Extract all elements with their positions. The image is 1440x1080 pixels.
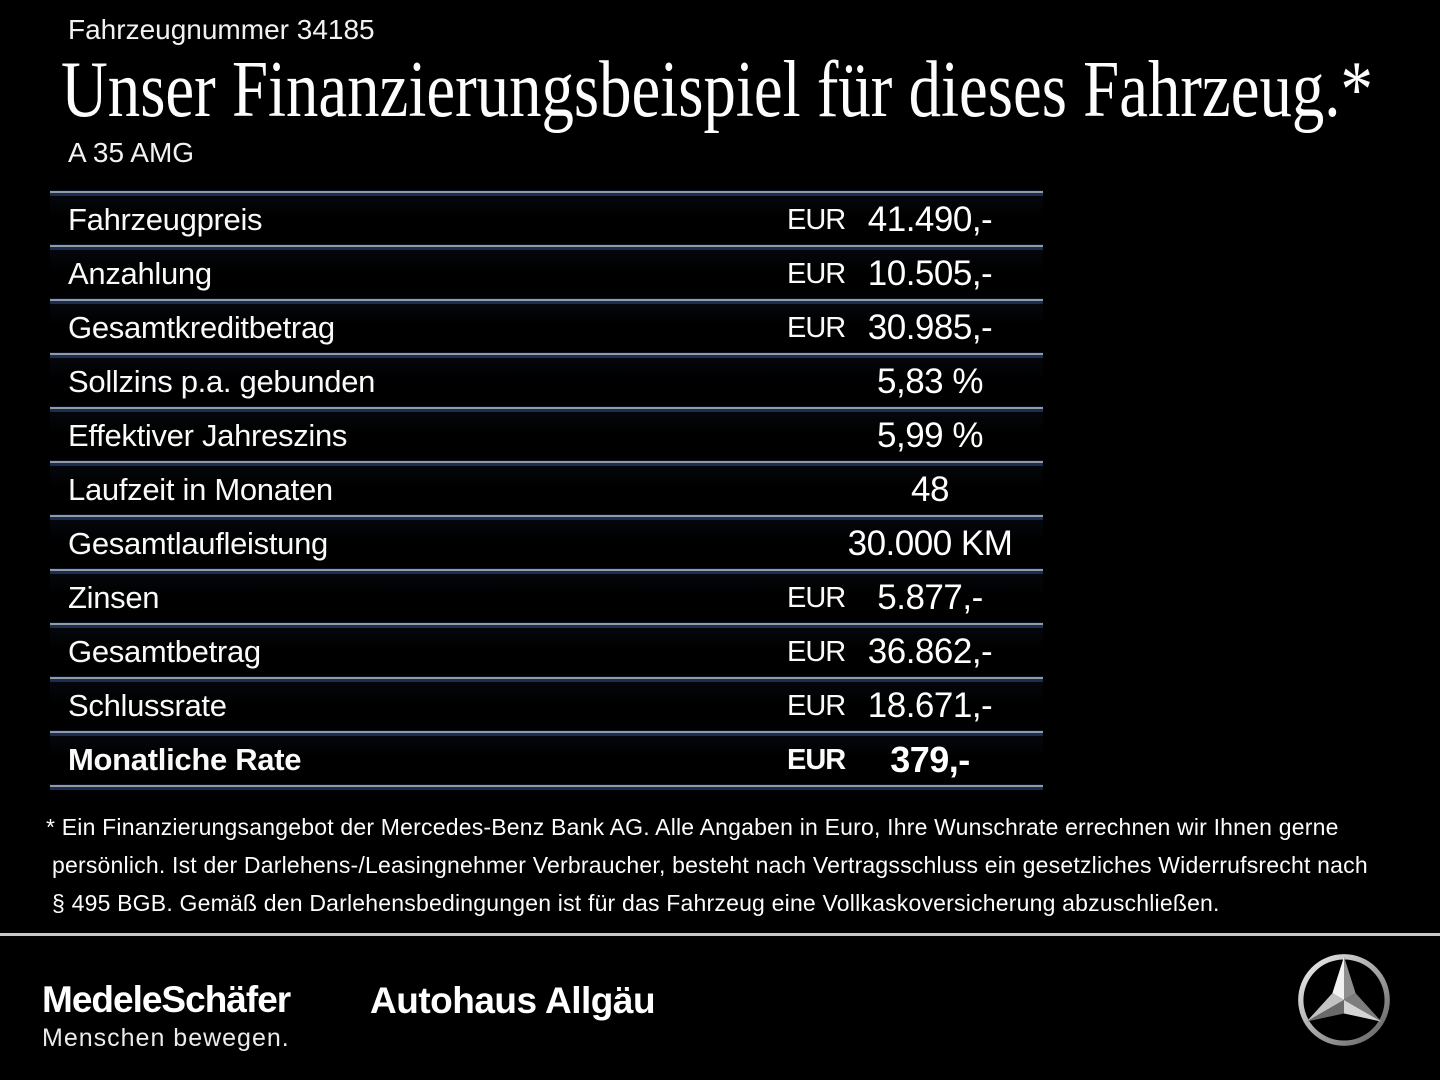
currency-label: EUR [787,581,846,614]
row-value: 5,99 % [877,416,983,455]
row-value: 41.490,- [867,200,993,239]
row-value: 30.985,- [867,308,993,347]
row-label: Sollzins p.a. gebunden [68,364,376,399]
currency-label: EUR [787,743,846,776]
table-row [50,628,1043,676]
table-row [50,412,1043,460]
currency-label: EUR [787,689,846,722]
currency-label: EUR [787,257,846,290]
finance-table [50,190,1043,790]
row-value: 10.505,- [867,254,993,293]
table-row [50,304,1043,352]
table-row [50,520,1043,568]
row-label: Anzahlung [68,256,212,291]
footnote-line: * Ein Finanzierungsangebot der Mercedes-Benz Bank AG. Alle Angaben in Euro, Ihre Wunschrate errechnen wir Ihnen gerne [46,814,1339,840]
row-value: 379,- [890,739,970,780]
table-row [50,250,1043,298]
footer-divider [0,933,1440,936]
row-label: Fahrzeugpreis [68,202,263,237]
row-label: Gesamtkreditbetrag [68,310,335,345]
table-row [50,196,1043,244]
footnote [46,808,1368,922]
row-label: Effektiver Jahreszins [68,418,348,453]
model-name: A 35 AMG [68,137,195,168]
page-title: Unser Finanzierungsbeispiel für dieses Fahrzeug.* [61,46,1373,134]
currency-label: EUR [787,311,846,344]
row-value: 36.862,- [867,632,993,671]
row-label: Laufzeit in Monaten [68,472,333,507]
dealer-logo: MedeleSchäfer [42,979,291,1020]
vehicle-number: Fahrzeugnummer 34185 [68,14,375,45]
mercedes-star-icon [1296,952,1392,1048]
dealer-secondary-logo: Autohaus Allgäu [370,980,656,1021]
table-row [50,574,1043,622]
row-value: 5.877,- [877,578,983,617]
table-row [50,358,1043,406]
row-value: 48 [911,470,949,509]
row-label: Gesamtbetrag [68,634,261,669]
row-label: Zinsen [68,580,160,615]
row-label: Schlussrate [68,688,227,723]
footnote-line: persönlich. Ist der Darlehens-/Leasingnehmer Verbraucher, besteht nach Vertragsschluss ein gesetzliches Widerrufsrecht nach [52,852,1368,878]
row-value: 5,83 % [877,362,983,401]
table-row [50,466,1043,514]
row-value: 30.000 KM [847,524,1013,563]
row-separator [50,784,1043,790]
currency-label: EUR [787,203,846,236]
row-value: 18.671,- [867,686,993,725]
currency-label: EUR [787,635,846,668]
dealer-tagline: Menschen bewegen. [42,1024,290,1052]
row-label: Gesamtlaufleistung [68,526,328,561]
footnote-line: § 495 BGB. Gemäß den Darlehensbedingungen ist für das Fahrzeug eine Vollkaskoversicherung abzuschließen. [52,890,1220,916]
table-row [50,682,1043,730]
row-label: Monatliche Rate [68,742,302,777]
table-row [50,736,1043,784]
